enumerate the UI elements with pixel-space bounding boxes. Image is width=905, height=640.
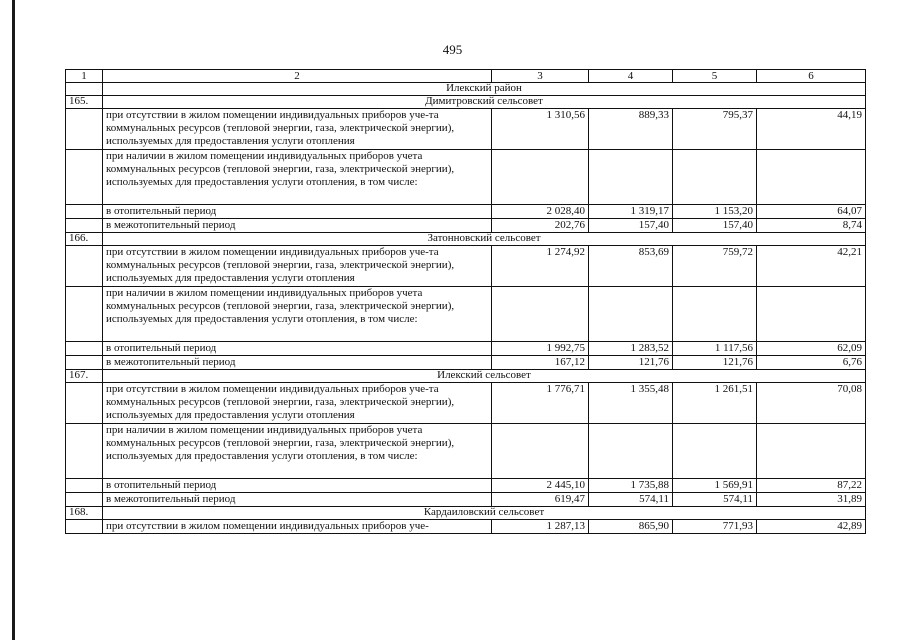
column-number: 2	[103, 70, 492, 83]
settlement-name: Затонновский сельсовет	[103, 233, 866, 246]
value-col-3	[492, 287, 589, 342]
value-col-5: 759,72	[673, 246, 757, 287]
value-col-5: 1 153,20	[673, 205, 757, 219]
column-number: 5	[673, 70, 757, 83]
value-col-5: 574,11	[673, 493, 757, 507]
row-description: в межотопительный период	[103, 219, 492, 233]
value-col-4: 889,33	[589, 109, 673, 150]
value-col-5	[673, 150, 757, 205]
value-col-4: 853,69	[589, 246, 673, 287]
value-col-5: 1 261,51	[673, 383, 757, 424]
tariff-row	[66, 342, 866, 356]
value-col-4: 121,76	[589, 356, 673, 370]
value-col-6: 42,21	[757, 246, 866, 287]
value-col-5	[673, 287, 757, 342]
value-col-6: 64,07	[757, 205, 866, 219]
row-number: 168.	[66, 507, 103, 520]
column-number-row	[66, 70, 866, 83]
tariff-row	[66, 424, 866, 479]
value-col-3: 619,47	[492, 493, 589, 507]
value-col-3: 2 445,10	[492, 479, 589, 493]
value-col-6	[757, 150, 866, 205]
tariff-table	[65, 69, 866, 534]
value-col-6: 44,19	[757, 109, 866, 150]
row-number-cell	[66, 383, 103, 424]
row-number-cell	[66, 356, 103, 370]
row-description: при отсутствии в жилом помещении индивидуальных приборов уче-та коммунальных ресурсов (тепловой энергии, газа, электрической энергии), используемых для предоставления услуги отопления	[103, 246, 492, 287]
row-number-cell	[66, 479, 103, 493]
value-col-3: 167,12	[492, 356, 589, 370]
row-description: в отопительный период	[103, 479, 492, 493]
row-description: в межотопительный период	[103, 356, 492, 370]
value-col-6: 42,89	[757, 520, 866, 534]
value-col-6: 6,76	[757, 356, 866, 370]
settlement-name: Илекский сельсовет	[103, 370, 866, 383]
row-description: при наличии в жилом помещении индивидуальных приборов учета коммунальных ресурсов (тепловой энергии, газа, электрической энергии), используемых для предоставления услуги отопления, в том числе:	[103, 150, 492, 205]
row-number-cell	[66, 219, 103, 233]
value-col-3: 2 028,40	[492, 205, 589, 219]
value-col-3: 1 310,56	[492, 109, 589, 150]
tariff-row	[66, 287, 866, 342]
value-col-3: 1 287,13	[492, 520, 589, 534]
tariff-row	[66, 520, 866, 534]
value-col-6: 87,22	[757, 479, 866, 493]
district-number-cell	[66, 83, 103, 96]
value-col-6: 62,09	[757, 342, 866, 356]
tariff-row	[66, 150, 866, 205]
value-col-6: 70,08	[757, 383, 866, 424]
value-col-6: 31,89	[757, 493, 866, 507]
row-description: в отопительный период	[103, 205, 492, 219]
row-number-cell	[66, 424, 103, 479]
page-number: 495	[442, 42, 463, 57]
settlement-header-row	[66, 507, 866, 520]
row-number-cell	[66, 205, 103, 219]
row-description: при отсутствии в жилом помещении индивидуальных приборов уче-	[103, 520, 492, 534]
value-col-4: 865,90	[589, 520, 673, 534]
district-name: Илекский район	[103, 83, 866, 96]
row-number-cell	[66, 342, 103, 356]
row-number-cell	[66, 287, 103, 342]
row-number-cell	[66, 109, 103, 150]
column-number: 3	[492, 70, 589, 83]
tariff-row	[66, 356, 866, 370]
row-description: при отсутствии в жилом помещении индивидуальных приборов уче-та коммунальных ресурсов (тепловой энергии, газа, электрической энергии), используемых для предоставления услуги отопления	[103, 383, 492, 424]
row-number: 165.	[66, 96, 103, 109]
row-description: в межотопительный период	[103, 493, 492, 507]
tariff-row	[66, 383, 866, 424]
district-row	[66, 83, 866, 96]
value-col-4	[589, 150, 673, 205]
value-col-3	[492, 150, 589, 205]
value-col-4: 574,11	[589, 493, 673, 507]
settlement-header-row	[66, 233, 866, 246]
value-col-6	[757, 424, 866, 479]
row-number-cell	[66, 493, 103, 507]
value-col-5: 157,40	[673, 219, 757, 233]
value-col-4	[589, 287, 673, 342]
row-description: при наличии в жилом помещении индивидуальных приборов учета коммунальных ресурсов (тепловой энергии, газа, электрической энергии), используемых для предоставления услуги отопления, в том числе:	[103, 424, 492, 479]
tariff-row	[66, 246, 866, 287]
tariff-row	[66, 493, 866, 507]
value-col-5: 1 569,91	[673, 479, 757, 493]
value-col-5: 771,93	[673, 520, 757, 534]
value-col-3: 1 992,75	[492, 342, 589, 356]
value-col-5: 795,37	[673, 109, 757, 150]
value-col-4: 1 355,48	[589, 383, 673, 424]
row-number: 166.	[66, 233, 103, 246]
tariff-row	[66, 109, 866, 150]
value-col-3: 1 776,71	[492, 383, 589, 424]
value-col-5: 1 117,56	[673, 342, 757, 356]
column-number: 4	[589, 70, 673, 83]
column-number: 6	[757, 70, 866, 83]
value-col-5	[673, 424, 757, 479]
row-description: при наличии в жилом помещении индивидуальных приборов учета коммунальных ресурсов (тепловой энергии, газа, электрической энергии), используемых для предоставления услуги отопления, в том числе:	[103, 287, 492, 342]
value-col-5: 121,76	[673, 356, 757, 370]
row-number-cell	[66, 520, 103, 534]
value-col-3: 202,76	[492, 219, 589, 233]
settlement-name: Кардаиловский сельсовет	[103, 507, 866, 520]
value-col-3: 1 274,92	[492, 246, 589, 287]
tariff-row	[66, 479, 866, 493]
settlement-header-row	[66, 370, 866, 383]
row-description: при отсутствии в жилом помещении индивидуальных приборов уче-та коммунальных ресурсов (тепловой энергии, газа, электрической энергии), используемых для предоставления услуги отопления	[103, 109, 492, 150]
value-col-4	[589, 424, 673, 479]
column-number: 1	[66, 70, 103, 83]
settlement-name: Димитровский сельсовет	[103, 96, 866, 109]
row-number-cell	[66, 150, 103, 205]
table-body	[66, 70, 866, 534]
settlement-header-row	[66, 96, 866, 109]
value-col-4: 1 319,17	[589, 205, 673, 219]
value-col-4: 1 735,88	[589, 479, 673, 493]
value-col-3	[492, 424, 589, 479]
row-description: в отопительный период	[103, 342, 492, 356]
row-number-cell	[66, 246, 103, 287]
value-col-6: 8,74	[757, 219, 866, 233]
value-col-4: 1 283,52	[589, 342, 673, 356]
value-col-4: 157,40	[589, 219, 673, 233]
page-margin-line	[12, 0, 15, 640]
row-number: 167.	[66, 370, 103, 383]
tariff-row	[66, 205, 866, 219]
value-col-6	[757, 287, 866, 342]
tariff-row	[66, 219, 866, 233]
